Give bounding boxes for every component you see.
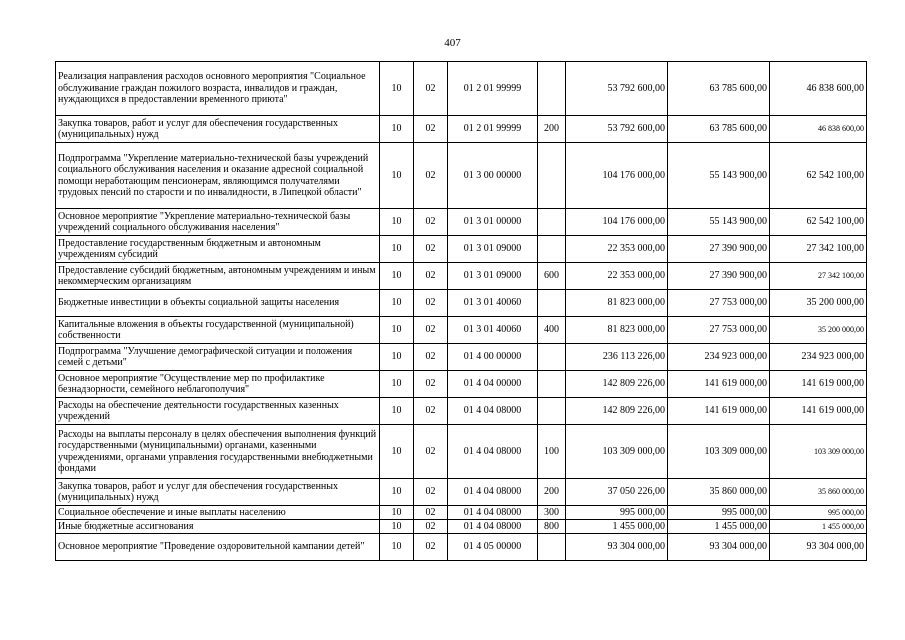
cell-name: Расходы на выплаты персоналу в целях обеспечения выполнения функций государственными (муниципальными) органами, казенными учреждениями, органами управления государственными внебюджетными фондами <box>56 425 380 479</box>
cell-expense-type: 200 <box>538 479 566 506</box>
cell-amount-year-2: 103 309 000,00 <box>668 425 770 479</box>
cell-amount-year-3: 93 304 000,00 <box>770 534 867 561</box>
table-row <box>56 209 867 236</box>
cell-subsection: 02 <box>414 398 448 425</box>
cell-amount-year-2: 141 619 000,00 <box>668 371 770 398</box>
cell-amount-year-1: 142 809 226,00 <box>566 371 668 398</box>
cell-amount-year-2: 27 753 000,00 <box>668 317 770 344</box>
cell-amount-year-2: 141 619 000,00 <box>668 398 770 425</box>
cell-name: Предоставление государственным бюджетным и автономным учреждениям субсидий <box>56 236 380 263</box>
cell-section: 10 <box>380 425 414 479</box>
cell-target-article: 01 4 05 00000 <box>448 534 538 561</box>
cell-amount-year-1: 22 353 000,00 <box>566 263 668 290</box>
cell-amount-year-3: 103 309 000,00 <box>770 425 867 479</box>
cell-subsection: 02 <box>414 263 448 290</box>
cell-subsection: 02 <box>414 344 448 371</box>
cell-section: 10 <box>380 398 414 425</box>
cell-subsection: 02 <box>414 479 448 506</box>
cell-target-article: 01 2 01 99999 <box>448 116 538 143</box>
cell-name: Предоставление субсидий бюджетным, автономным учреждениям и иным некоммерческим организациям <box>56 263 380 290</box>
cell-expense-type <box>538 209 566 236</box>
table-body <box>56 62 867 561</box>
cell-amount-year-1: 81 823 000,00 <box>566 290 668 317</box>
cell-target-article: 01 3 01 00000 <box>448 209 538 236</box>
cell-target-article: 01 4 04 08000 <box>448 520 538 534</box>
cell-amount-year-2: 27 390 900,00 <box>668 263 770 290</box>
cell-amount-year-1: 104 176 000,00 <box>566 209 668 236</box>
cell-name: Подпрограмма "Укрепление материально-технической базы учреждений социального обслуживания населения и оказание адресной социальной помощи неработающим пенсионерам, являющимся получателями трудовых пенсий по старости и по инвалидности, в Липецкой области" <box>56 143 380 209</box>
cell-expense-type: 300 <box>538 506 566 520</box>
table-row <box>56 520 867 534</box>
cell-subsection: 02 <box>414 290 448 317</box>
cell-target-article: 01 4 04 08000 <box>448 506 538 520</box>
cell-amount-year-1: 1 455 000,00 <box>566 520 668 534</box>
cell-section: 10 <box>380 209 414 236</box>
cell-section: 10 <box>380 534 414 561</box>
cell-subsection: 02 <box>414 520 448 534</box>
cell-target-article: 01 3 01 09000 <box>448 263 538 290</box>
cell-amount-year-3: 35 200 000,00 <box>770 290 867 317</box>
cell-section: 10 <box>380 62 414 116</box>
cell-amount-year-3: 1 455 000,00 <box>770 520 867 534</box>
cell-expense-type <box>538 398 566 425</box>
cell-subsection: 02 <box>414 209 448 236</box>
cell-amount-year-1: 104 176 000,00 <box>566 143 668 209</box>
cell-subsection: 02 <box>414 116 448 143</box>
cell-subsection: 02 <box>414 534 448 561</box>
cell-amount-year-3: 46 838 600,00 <box>770 116 867 143</box>
cell-name: Подпрограмма "Улучшение демографической ситуации и положения семей с детьми" <box>56 344 380 371</box>
table-row <box>56 317 867 344</box>
cell-amount-year-3: 995 000,00 <box>770 506 867 520</box>
cell-amount-year-3: 27 342 100,00 <box>770 236 867 263</box>
cell-amount-year-2: 35 860 000,00 <box>668 479 770 506</box>
cell-expense-type <box>538 371 566 398</box>
cell-amount-year-3: 62 542 100,00 <box>770 143 867 209</box>
cell-section: 10 <box>380 371 414 398</box>
cell-amount-year-1: 37 050 226,00 <box>566 479 668 506</box>
cell-section: 10 <box>380 263 414 290</box>
cell-expense-type: 600 <box>538 263 566 290</box>
cell-amount-year-1: 81 823 000,00 <box>566 317 668 344</box>
cell-amount-year-1: 22 353 000,00 <box>566 236 668 263</box>
cell-section: 10 <box>380 290 414 317</box>
cell-section: 10 <box>380 143 414 209</box>
cell-subsection: 02 <box>414 425 448 479</box>
cell-amount-year-3: 35 860 000,00 <box>770 479 867 506</box>
cell-amount-year-3: 46 838 600,00 <box>770 62 867 116</box>
cell-target-article: 01 2 01 99999 <box>448 62 538 116</box>
cell-subsection: 02 <box>414 371 448 398</box>
cell-amount-year-3: 234 923 000,00 <box>770 344 867 371</box>
cell-name: Основное мероприятие "Укрепление материально-технической базы учреждений социального обслуживания населения" <box>56 209 380 236</box>
table-row <box>56 116 867 143</box>
cell-expense-type <box>538 236 566 263</box>
page-number: 407 <box>444 37 461 49</box>
cell-section: 10 <box>380 236 414 263</box>
cell-expense-type: 800 <box>538 520 566 534</box>
cell-name: Основное мероприятие "Осуществление мер по профилактике безнадзорности, семейного неблагополучия" <box>56 371 380 398</box>
cell-amount-year-1: 995 000,00 <box>566 506 668 520</box>
cell-amount-year-1: 53 792 600,00 <box>566 116 668 143</box>
cell-expense-type <box>538 534 566 561</box>
table-row <box>56 143 867 209</box>
cell-target-article: 01 3 00 00000 <box>448 143 538 209</box>
budget-table <box>55 61 867 561</box>
cell-name: Расходы на обеспечение деятельности государственных казенных учреждений <box>56 398 380 425</box>
cell-amount-year-3: 27 342 100,00 <box>770 263 867 290</box>
cell-expense-type: 100 <box>538 425 566 479</box>
cell-amount-year-2: 995 000,00 <box>668 506 770 520</box>
cell-expense-type <box>538 344 566 371</box>
table-row <box>56 62 867 116</box>
cell-expense-type <box>538 62 566 116</box>
cell-subsection: 02 <box>414 62 448 116</box>
table-row <box>56 371 867 398</box>
cell-target-article: 01 3 01 09000 <box>448 236 538 263</box>
cell-name: Иные бюджетные ассигнования <box>56 520 380 534</box>
cell-amount-year-1: 53 792 600,00 <box>566 62 668 116</box>
table-row <box>56 344 867 371</box>
cell-amount-year-3: 62 542 100,00 <box>770 209 867 236</box>
cell-section: 10 <box>380 479 414 506</box>
cell-section: 10 <box>380 116 414 143</box>
cell-amount-year-2: 55 143 900,00 <box>668 209 770 236</box>
table-row <box>56 263 867 290</box>
table-row <box>56 506 867 520</box>
cell-expense-type: 400 <box>538 317 566 344</box>
cell-amount-year-2: 93 304 000,00 <box>668 534 770 561</box>
cell-expense-type: 200 <box>538 116 566 143</box>
cell-amount-year-1: 236 113 226,00 <box>566 344 668 371</box>
cell-amount-year-3: 141 619 000,00 <box>770 371 867 398</box>
table-row <box>56 290 867 317</box>
cell-subsection: 02 <box>414 143 448 209</box>
cell-target-article: 01 4 00 00000 <box>448 344 538 371</box>
cell-amount-year-3: 35 200 000,00 <box>770 317 867 344</box>
cell-amount-year-1: 103 309 000,00 <box>566 425 668 479</box>
cell-amount-year-2: 1 455 000,00 <box>668 520 770 534</box>
cell-name: Социальное обеспечение и иные выплаты населению <box>56 506 380 520</box>
cell-amount-year-2: 55 143 900,00 <box>668 143 770 209</box>
cell-name: Бюджетные инвестиции в объекты социальной защиты населения <box>56 290 380 317</box>
cell-subsection: 02 <box>414 317 448 344</box>
cell-amount-year-2: 234 923 000,00 <box>668 344 770 371</box>
table-row <box>56 398 867 425</box>
table-row <box>56 534 867 561</box>
cell-name: Закупка товаров, работ и услуг для обеспечения государственных (муниципальных) нужд <box>56 116 380 143</box>
cell-target-article: 01 4 04 08000 <box>448 425 538 479</box>
cell-amount-year-2: 63 785 600,00 <box>668 62 770 116</box>
cell-target-article: 01 3 01 40060 <box>448 317 538 344</box>
table-row <box>56 479 867 506</box>
cell-section: 10 <box>380 506 414 520</box>
cell-name: Реализация направления расходов основного мероприятия "Социальное обслуживание граждан пожилого возраста, инвалидов и граждан, нуждающихся в предоставлении временного приюта" <box>56 62 380 116</box>
cell-target-article: 01 4 04 08000 <box>448 479 538 506</box>
cell-expense-type <box>538 290 566 317</box>
cell-target-article: 01 3 01 40060 <box>448 290 538 317</box>
cell-subsection: 02 <box>414 506 448 520</box>
table-row <box>56 425 867 479</box>
cell-section: 10 <box>380 344 414 371</box>
cell-target-article: 01 4 04 08000 <box>448 398 538 425</box>
cell-name: Основное мероприятие "Проведение оздоровительной кампании детей" <box>56 534 380 561</box>
cell-subsection: 02 <box>414 236 448 263</box>
cell-amount-year-2: 27 390 900,00 <box>668 236 770 263</box>
cell-name: Закупка товаров, работ и услуг для обеспечения государственных (муниципальных) нужд <box>56 479 380 506</box>
cell-amount-year-2: 27 753 000,00 <box>668 290 770 317</box>
cell-amount-year-2: 63 785 600,00 <box>668 116 770 143</box>
cell-amount-year-1: 93 304 000,00 <box>566 534 668 561</box>
cell-amount-year-3: 141 619 000,00 <box>770 398 867 425</box>
cell-target-article: 01 4 04 00000 <box>448 371 538 398</box>
cell-section: 10 <box>380 317 414 344</box>
table-row <box>56 236 867 263</box>
cell-amount-year-1: 142 809 226,00 <box>566 398 668 425</box>
cell-name: Капитальные вложения в объекты государственной (муниципальной) собственности <box>56 317 380 344</box>
cell-section: 10 <box>380 520 414 534</box>
cell-expense-type <box>538 143 566 209</box>
